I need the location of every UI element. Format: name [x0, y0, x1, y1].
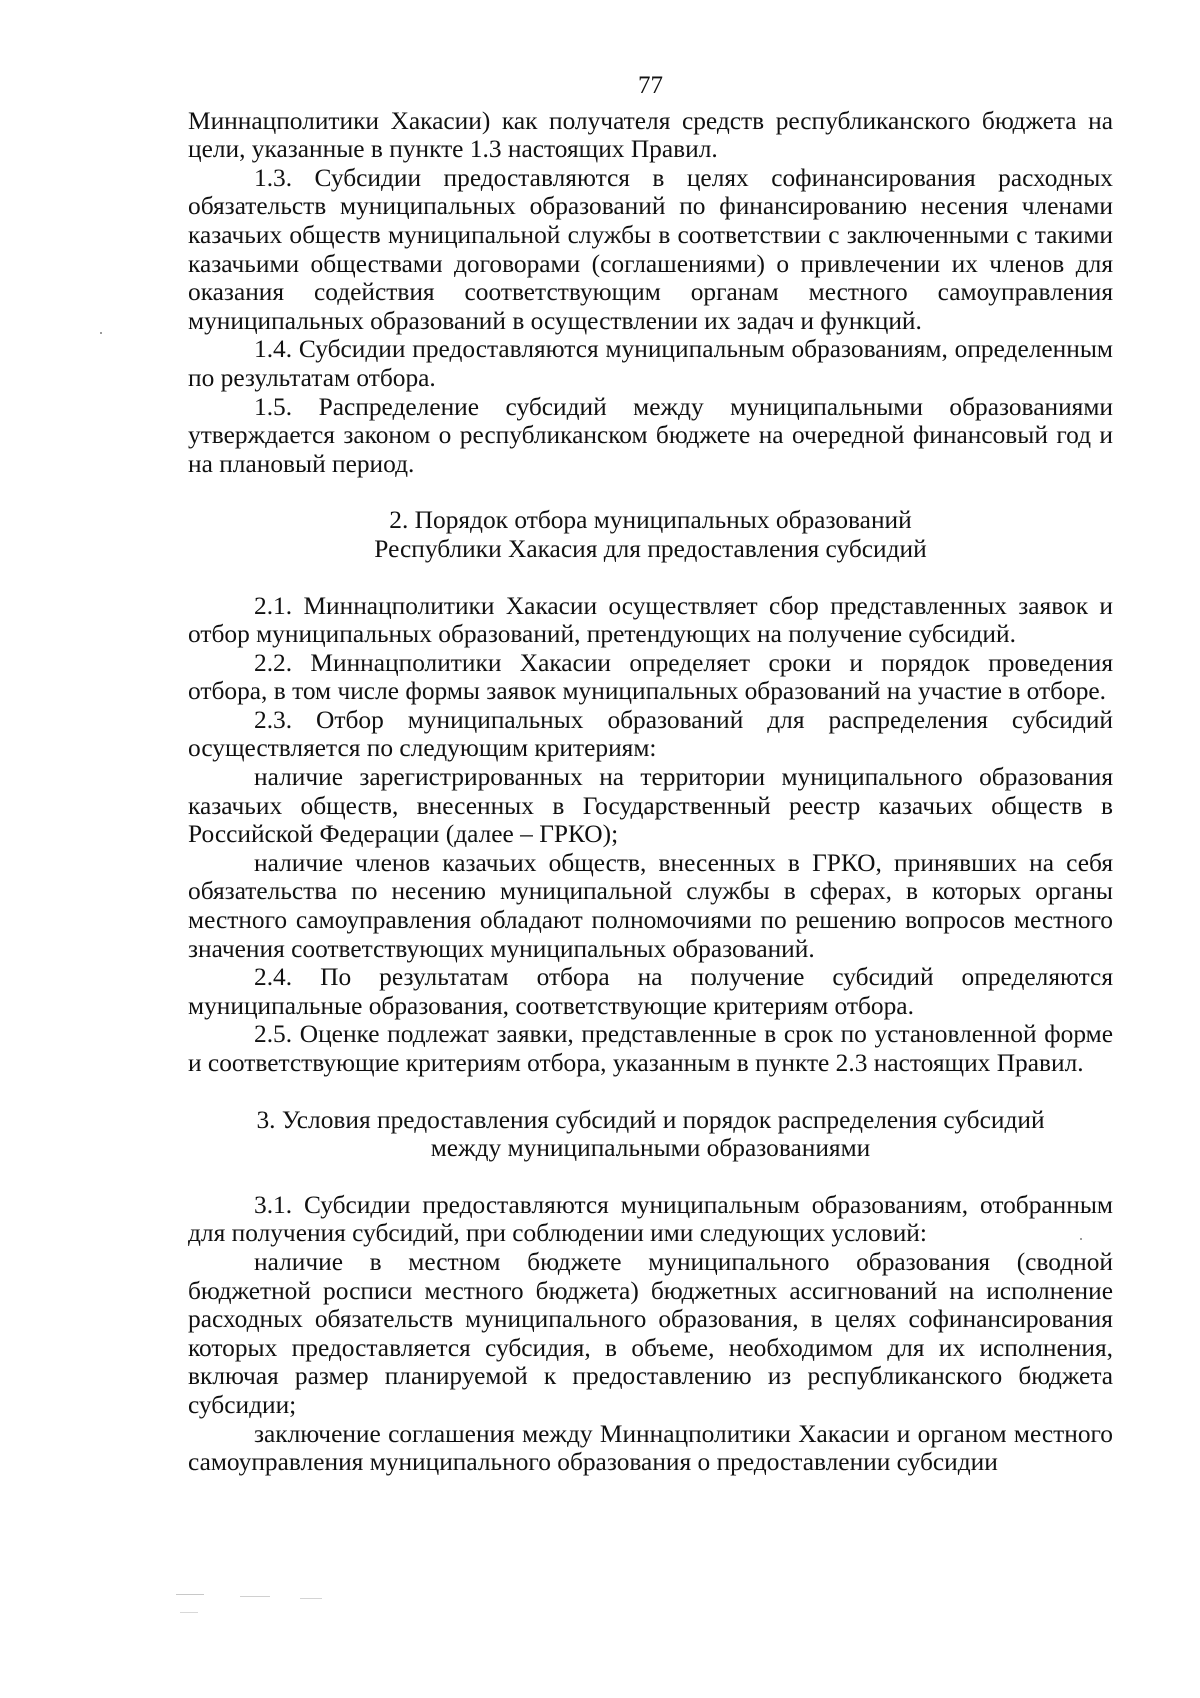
criterion-2: наличие членов казачьих обществ, внесенных в ГРКО, принявших на себя обязательства по несению муниципальной службы в сферах, в которых органы местного самоуправления обладают полномочиями по решению вопросов местного значения соответствующих муниципальных образований. — [188, 848, 1113, 963]
paragraph-2-1: 2.1. Миннацполитики Хакасии осуществляет сбор представленных заявок и отбор муниципальных образований, претендующих на получение субсидий. — [188, 591, 1113, 649]
intro-continuation: Миннацполитики Хакасии) как получателя средств республиканского бюджета на цели, указанные в пункте 1.3 настоящих Правил. — [188, 106, 1113, 164]
section-3-heading-line-2: между муниципальными образованиями — [430, 1134, 871, 1163]
scan-speck — [300, 1598, 322, 1599]
scan-speck — [180, 1612, 198, 1613]
paragraph-1-4: 1.4. Субсидии предоставляются муниципальным образованиям, определенным по результатам отбора. — [188, 335, 1113, 392]
paragraph-2-4: 2.4. По результатам отбора на получение субсидий определяются муниципальные образования, соответствующие критериям отбора. — [188, 963, 1113, 1020]
section-2-heading-line-1: 2. Порядок отбора муниципальных образований — [389, 506, 912, 535]
paragraph-2-5: 2.5. Оценке подлежат заявки, представленные в срок по установленной форме и соответствующие критериям отбора, указанным в пункте 2.3 настоящих Правил. — [188, 1020, 1113, 1077]
condition-1: наличие в местном бюджете муниципального образования (сводной бюджетной росписи местного бюджета) бюджетных ассигнований на исполнение расходных обязательств муниципального образования, в целях софинансирования которых предоставляется субсидия, в объеме, необходимом для их исполнения, включая размер планируемой к предоставлению из республиканского бюджета субсидии; — [188, 1247, 1113, 1419]
paragraph-1-3: 1.3. Субсидии предоставляются в целях софинансирования расходных обязательств муниципальных образований по финансированию несения членами казачьих обществ муниципальной службы в соответствии с заключенными с такими казачьими обществами договорами (соглашениями) о привлечении их членов для оказания содействия соответствующим органам местного самоуправления муниципальных образований в осуществлении их задач и функций. — [188, 163, 1113, 335]
section-3-heading — [188, 1106, 1113, 1163]
scan-speck — [240, 1596, 270, 1597]
paragraph-1-5: 1.5. Распределение субсидий между муниципальными образованиями утверждается законом о республиканском бюджете на очередной финансовый год и на плановый период. — [188, 392, 1113, 478]
paragraph-3-1: 3.1. Субсидии предоставляются муниципальным образованиям, отобранным для получения субсидий, при соблюдении ими следующих условий: — [188, 1190, 1113, 1248]
paragraph-2-2: 2.2. Миннацполитики Хакасии определяет сроки и порядок проведения отбора, в том числе формы заявок муниципальных образований на участие в отборе. — [188, 648, 1113, 706]
scan-speck — [100, 332, 102, 334]
section-2-heading — [188, 506, 1113, 563]
condition-2: заключение соглашения между Миннацполитики Хакасии и органом местного самоуправления муниципального образования о предоставлении субсидии — [188, 1419, 1113, 1477]
document-page — [188, 72, 1113, 1477]
criterion-1: наличие зарегистрированных на территории муниципального образования казачьих обществ, внесенных в Государственный реестр казачьих обществ в Российской Федерации (далее – ГРКО); — [188, 763, 1113, 849]
section-3-heading-line-1: 3. Условия предоставления субсидий и порядок распределения субсидий — [256, 1105, 1045, 1134]
scan-speck — [176, 1594, 204, 1595]
section-2-heading-line-2: Республики Хакасия для предоставления субсидий — [374, 534, 927, 563]
scan-speck — [1080, 1238, 1082, 1240]
page-number: 77 — [638, 72, 663, 99]
paragraph-2-3: 2.3. Отбор муниципальных образований для распределения субсидий осуществляется по следующим критериям: — [188, 705, 1113, 763]
